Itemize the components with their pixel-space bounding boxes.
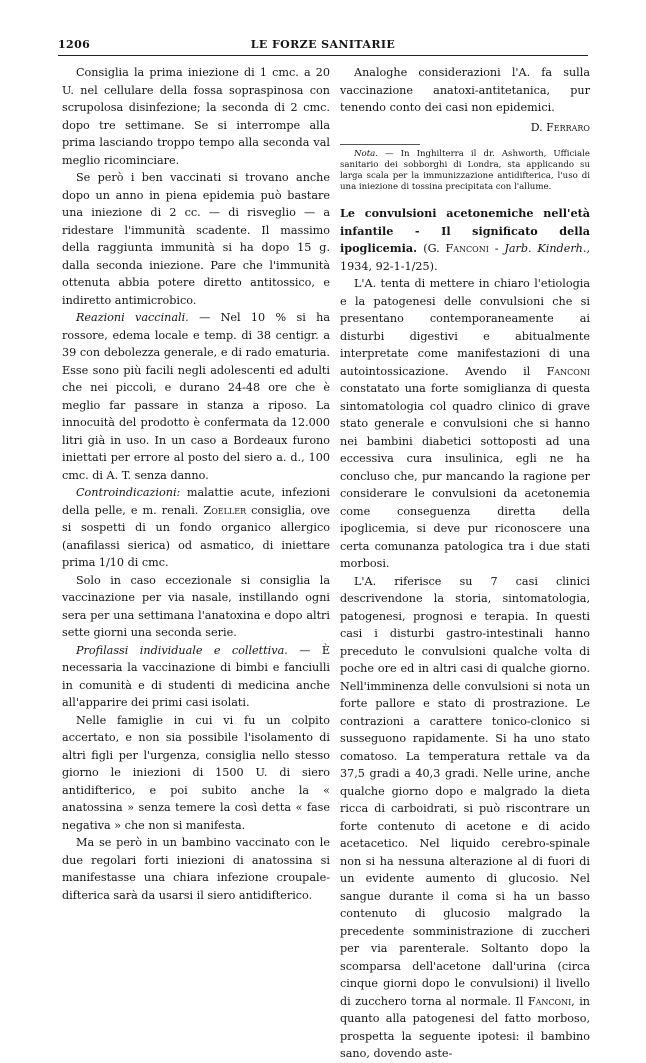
header-rule <box>58 55 588 56</box>
article-title <box>340 205 590 275</box>
page-number: 1206 <box>58 38 91 51</box>
section-label: Controindicazioni: <box>76 486 181 499</box>
article-title-text: Le convulsioni acetonemiche nell'età infantile - Il significato della ipoglicemia. <box>340 206 590 255</box>
paragraph-text: — È necessaria la vaccinazione di bimbi e fanciulli in comunità e di studenti di medicina anche all'apparire dei primi casi isolati. <box>62 643 330 709</box>
note-text: — In Inghilterra il dr. Ashworth, Ufficiale sanitario dei sobborghi di Londra, sta applicando su larga scala per la immunizzazione antidifterica, l'uso di una iniezione di tossina precipitata con l'allume. <box>340 149 590 192</box>
right-column <box>340 64 590 1060</box>
paragraph: Nelle famiglie in cui vi fu un colpito accertato, e non sia possibile l'isolamento di altri figli per l'urgenza, consiglia nello stesso giorno le iniezioni di 1500 U. di siero antidifterico, e poi subito anche la « anatossina » senza temere la così detta « fase negativa » che non si manifesta. <box>62 713 330 832</box>
note-label: Nota. <box>354 149 379 159</box>
left-column <box>62 64 330 902</box>
paragraph-text: — Nel 10 % si ha rossore, edema locale e temp. di 38 centigr. a 39 con debolezza generale, e di rado ematuria. Esse sono più facili negli adolescenti ed adulti che nei piccoli, e durano 24-48 ore che è meglio far passare in stanza a riposo. La innocuità del prodotto è confermata da 12.000 litri già in uso. In un caso a Bordeaux furono iniettati per errore al posto del siero a. d., 100 cmc. di A. T. senza danno. <box>62 311 330 482</box>
paragraph: Solo in caso eccezionale si consiglia la vaccinazione per via nasale, instillando ogni sera per una settimana l'anatoxina e dopo altri sette giorni una seconda serie. <box>62 573 330 639</box>
paragraph: Consiglia la prima iniezione di 1 cmc. a 20 U. nel cellulare della fossa sopraspinosa con scrupolosa disinfezione; la seconda di 2 cmc. dopo tre settimane. Se si interrompe alla prima lasciando troppo tempo alla seconda val meglio ricominciare. <box>62 66 330 167</box>
paragraph <box>62 484 330 572</box>
footnote <box>340 149 590 193</box>
paragraph: Se però i ben vaccinati si trovano anche dopo un anno in piena epidemia può bastare una iniezione di 2 cc. — di risveglio — a ridestare l'immunità scadente. Il massimo della raggiunta immunità si ha dopo 15 g. dalla seconda iniezione. Pare che l'immunità ottenuta abbia potere diretto antitossico, e indiretto antimicrobico. <box>62 171 330 307</box>
journal-title: LE FORZE SANITARIE <box>250 38 396 51</box>
author-name: Fanconi <box>546 364 590 378</box>
author-name: Fanconi <box>527 994 572 1008</box>
running-header <box>58 38 588 56</box>
paragraph <box>62 309 330 484</box>
paragraph <box>340 573 590 1063</box>
paragraph-text: L'A. riferisce su 7 casi clinici descrivendone la storia, sintomatologia, patogenesi, prognosi e terapia. In questi casi i disturbi gastro-intestinali hanno preceduto le convulsioni qualche volta di poche ore ed in altri casi di qualche giorno. Nell'imminenza delle convulsioni si nota un forte pallore e stato di prostrazione. Le contrazioni a carattere tonico-clonico si susseguono rapidamente. Si ha uno stato comatoso. La temperatura rettale va da 37,5 gradi a 40,3 gradi. Nelle urine, anche qualche giorno dopo e malgrado la dieta ricca di carboidrati, si può riscontrare un forte contenuto di acetone e di acido acetacetico. Nel liquido cerebro-spinale non si ha nessuna alterazione al di fuori di un evidente aumento di glucosio. Nel sangue durante il coma si ha un basso contenuto di glucosio malgrado la precedente somministrazione di zuccheri per via parenterale. Soltanto dopo la scomparsa dell'acetone dall'urina (circa cinque giorni dopo le convulsioni) il livello di zucchero torna al normale. Il <box>340 574 590 1008</box>
paragraph: Analoghe considerazioni l'A. fa sulla vaccinazione anatoxi-antitetanica, pur tenendo conto dei casi non epidemici. <box>340 66 590 114</box>
author-name: Zoeller <box>203 503 247 517</box>
reference-journal: - Jarb. Kinderh., <box>488 242 590 255</box>
paragraph <box>62 642 330 712</box>
paragraph: Ma se però in un bambino vaccinato con le due regolari forti iniezioni di anatossina si manifestasse una chiara infezione croupale-difterica sarà da usarsi il siero antidifterico. <box>62 836 330 902</box>
reference-details: 1934, 92-1-1/25). <box>340 259 438 273</box>
paragraph-text: constatato una forte somiglianza di questa sintomatologia col quadro clinico di grave stato generale e convulsioni che si hanno nei bambini diabetici sottoposti ad una eccessiva cura insulinica, egli ne ha concluso che, pur mancando la ragione per considerare le convulsioni da acetonemia come conseguenza diretta della ipoglicemia, si deve pur riconoscere una certa comunanza patologica tra i due stati morbosi. <box>340 382 590 570</box>
reference-author: (G. Fanconi <box>423 242 489 255</box>
section-label: Reazioni vaccinali. <box>76 311 189 324</box>
paragraph-text: , in quanto alla patogenesi del fatto morboso, prospetta la seguente ipotesi: il bambino sano, dovendo aste- <box>340 994 590 1060</box>
paragraph-text: L'A. tenta di mettere in chiaro l'etiologia e la patogenesi delle convulsioni che si presentano contemporaneamente ai disturbi digestivi e abitualmente interpretate come manifestazioni di una autointossicazione. Avendo il <box>340 277 590 378</box>
paragraph <box>340 275 590 573</box>
author-signature: D. Ferraro <box>530 120 590 134</box>
paragraph-text: consiglia, ove si sospetti di un fondo organico allergico (anafilassi sierica) od asmatico, di iniettare prima 1/10 di cmc. <box>62 503 330 569</box>
paragraph-text: malattie acute, infezioni della pelle, e m. renali. <box>62 486 330 517</box>
note-separator <box>340 144 420 145</box>
section-label: Profilassi individuale e collettiva. <box>76 643 288 657</box>
